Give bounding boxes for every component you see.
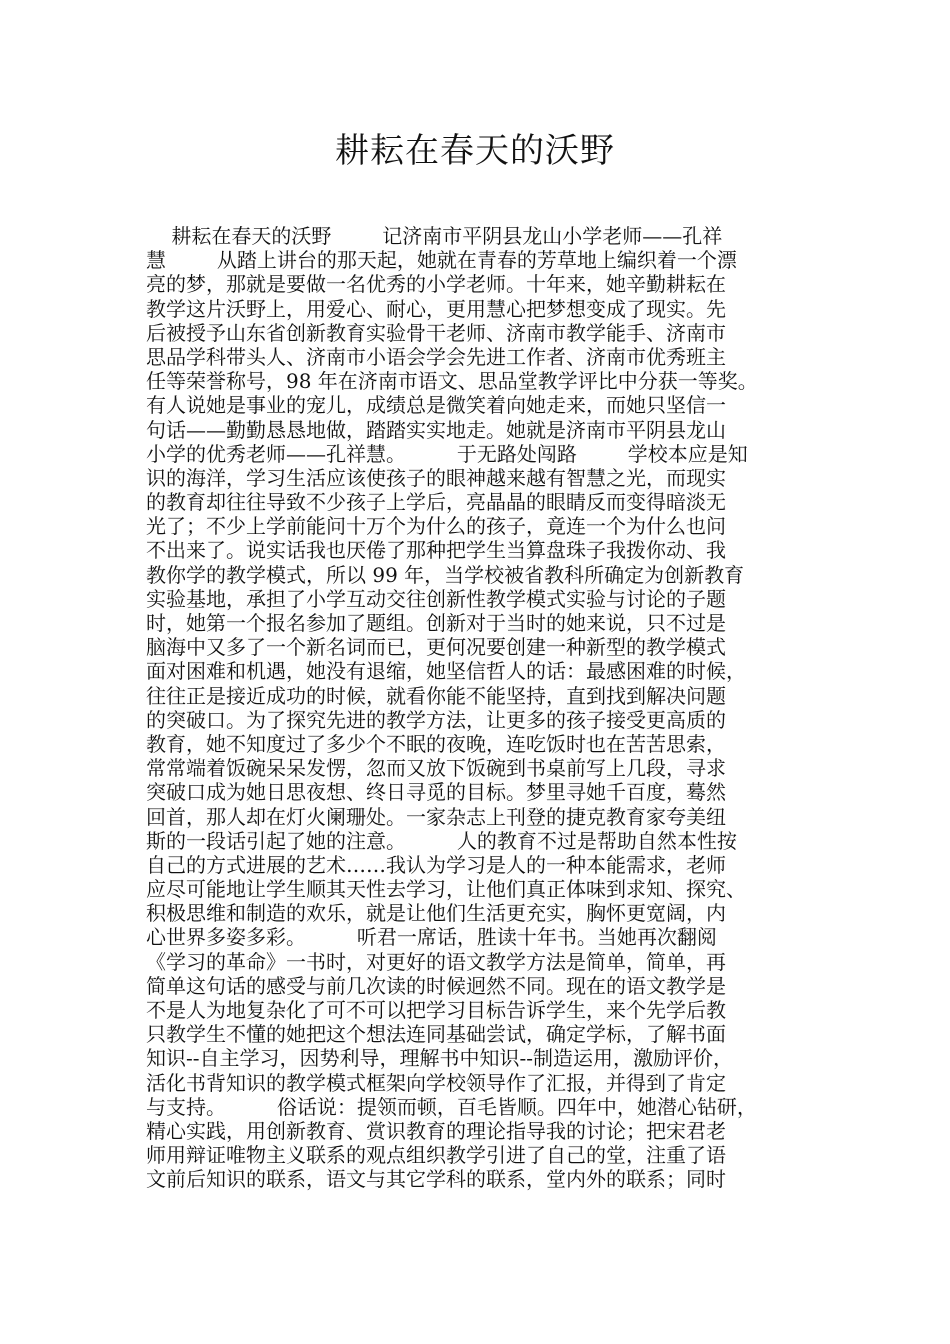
body-line: 耕耘在春天的沃野 记济南市平阴县龙山小学老师——孔祥 xyxy=(146,224,723,248)
body-line: 只教学生不懂的她把这个想法连同基础尝试，确定学标，了解书面 xyxy=(146,1022,726,1047)
body-line: 积极思维和制造的欢乐，就是让他们生活更充实，胸怀更宽阔，内 xyxy=(146,901,726,926)
body-line: 脑海中又多了一个新名词而已，更何况要创建一种新型的教学模式 xyxy=(146,635,726,660)
body-line: 面对困难和机遇，她没有退缩，她坚信哲人的话：最感困难的时候， xyxy=(146,659,746,684)
body-line: 与支持。 俗话说：提领而顿，百毛皆顺。四年中，她潜心钻研， xyxy=(146,1094,757,1119)
body-line: 的突破口。为了探究先进的教学方法，让更多的孩子接受更高质的 xyxy=(146,707,726,732)
body-line: 句话——勤勤恳恳地做，踏踏实实地走。她就是济南市平阴县龙山 xyxy=(146,417,726,442)
body-line: 心世界多姿多彩。 听君一席话，胜读十年书。当她再次翻阅 xyxy=(146,925,717,950)
body-line: 师用辩证唯物主义联系的观点组织教学引进了自己的堂，注重了语 xyxy=(146,1143,726,1168)
body-line: 自己的方式进展的艺术……我认为学习是人的一种本能需求，老师 xyxy=(146,852,726,877)
body-line: 斯的一段话引起了她的注意。 人的教育不过是帮助自然本性按 xyxy=(146,828,737,853)
body-line: 小学的优秀老师——孔祥慧。 于无路处闯路 学校本应是知 xyxy=(146,441,748,466)
body-line: 应尽可能地让学生顺其天性去学习，让他们真正体味到求知、探究、 xyxy=(146,877,746,902)
body-line: 亮的梦，那就是要做一名优秀的小学老师。十年来，她辛勤耕耘在 xyxy=(146,272,726,297)
body-line: 教学这片沃野上，用爱心、耐心，更用慧心把梦想变成了现实。先 xyxy=(146,296,726,321)
body-line: 常常端着饭碗呆呆发愣，忽而又放下饭碗到书桌前写上几段，寻求 xyxy=(146,756,726,781)
body-line: 文前后知识的联系，语文与其它学科的联系，堂内外的联系；同时 xyxy=(146,1167,726,1192)
body-line: 往往正是接近成功的时候，就看你能不能坚持，直到找到解决问题 xyxy=(146,683,726,708)
body-line: 回首，那人却在灯火阑珊处。一家杂志上刊登的捷克教育家夸美纽 xyxy=(146,804,726,829)
body-line: 教育，她不知度过了多少个不眠的夜晚，连吃饭时也在苦苦思索， xyxy=(146,731,726,756)
body-line: 简单这句话的感受与前几次读的时候迥然不同。现在的语文教学是 xyxy=(146,973,726,998)
body-line: 不是人为地复杂化了可不可以把学习目标告诉学生，来个先学后教 xyxy=(146,998,726,1022)
body-line: 任等荣誉称号，98 年在济南市语文、思品堂教学评比中分获一等奖。 xyxy=(146,369,758,394)
body-line: 时，她第一个报名参加了题组。创新对于当时的她来说，只不过是 xyxy=(146,611,726,635)
body-line: 知识--自主学习，因势利导，理解书中知识--制造运用，激励评价， xyxy=(146,1046,734,1071)
body-line: 教你学的教学模式，所以 99 年，当学校被省教科所确定为创新教育 xyxy=(146,562,745,587)
body-line: 后被授予山东省创新教育实验骨干老师、济南市教学能手、济南市 xyxy=(146,320,726,345)
body-line: 活化书背知识的教学模式框架向学校领导作了汇报，并得到了肯定 xyxy=(146,1070,726,1095)
body-line: 的教育却往往导致不少孩子上学后，亮晶晶的眼睛反而变得暗淡无 xyxy=(146,490,726,515)
body-line: 思品学科带头人、济南市小语会学会先进工作者、济南市优秀班主 xyxy=(146,344,726,369)
document-title: 耕耘在春天的沃野 xyxy=(335,131,615,171)
body-line: 慧 从踏上讲台的那天起，她就在青春的芳草地上编织着一个漂 xyxy=(146,248,737,273)
body-line: 光了；不少上学前能问十万个为什么的孩子，竟连一个为什么也问 xyxy=(146,514,726,539)
body-line: 识的海洋，学习生活应该使孩子的眼神越来越有智慧之光，而现实 xyxy=(146,465,726,490)
body-line: 不出来了。说实话我也厌倦了那种把学生当算盘珠子我拨你动、我 xyxy=(146,538,726,563)
document-body xyxy=(146,224,826,1192)
body-line: 精心实践，用创新教育、赏识教育的理论指导我的讨论；把宋君老 xyxy=(146,1118,726,1143)
body-line: 有人说她是事业的宠儿，成绩总是微笑着向她走来，而她只坚信一 xyxy=(146,393,726,418)
body-line: 突破口成为她日思夜想、终日寻觅的目标。梦里寻她千百度，蓦然 xyxy=(146,780,726,805)
body-line: 《学习的革命》一书时，对更好的语文教学方法是简单，简单，再 xyxy=(146,949,726,974)
body-line: 实验基地，承担了小学互动交往创新性教学模式实验与讨论的子题 xyxy=(146,586,726,611)
